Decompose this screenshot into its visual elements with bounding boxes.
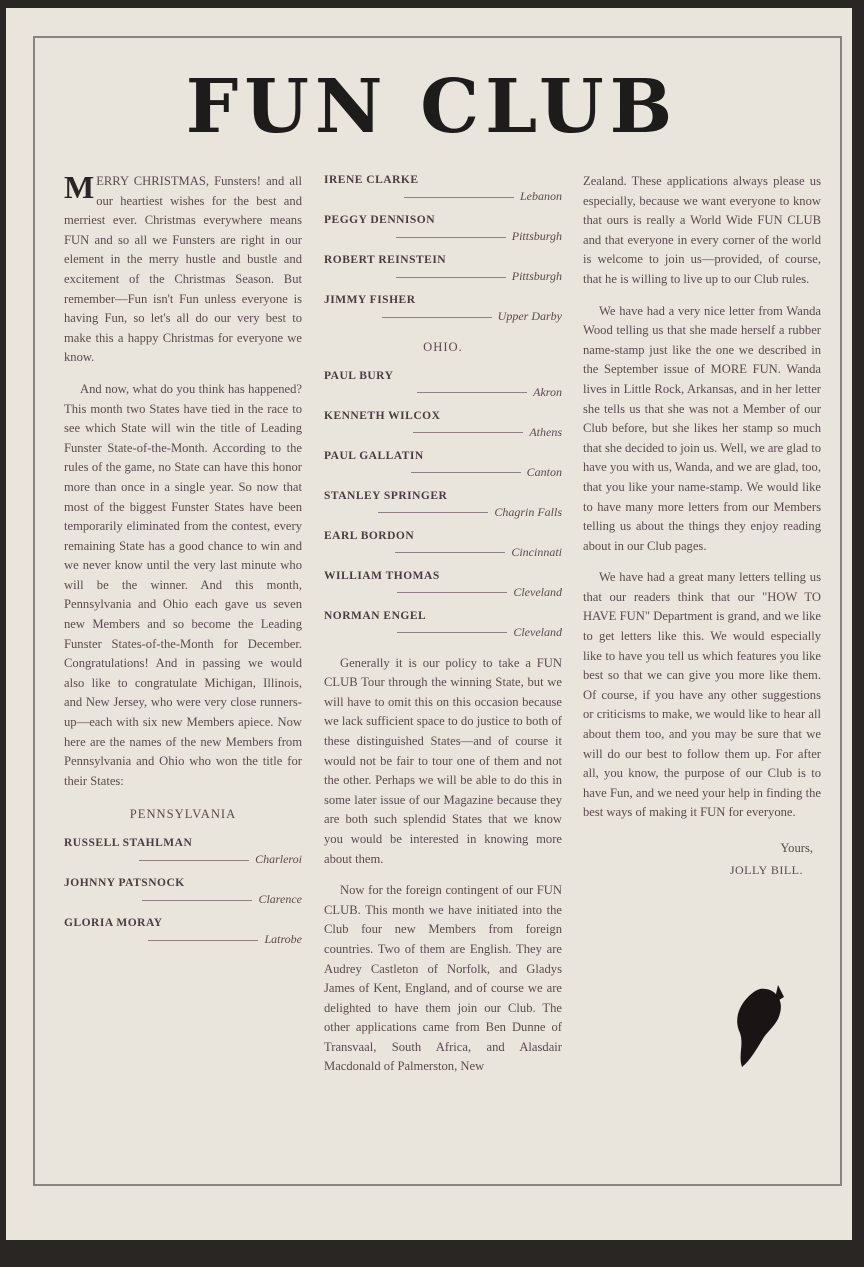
page-title: FUN CLUB [185, 64, 679, 150]
column-1 [64, 169, 302, 955]
world-paragraph: Zealand. These applications always please us especially, because we want everyone to know that ours is really a World Wide FUN CLUB and that everyone in every corner of the world is welcome to join us—provided, of course, that he is willing to live up to our Club rules. [583, 174, 821, 286]
member-name: PEGGY DENNISON [324, 214, 436, 226]
member-town: Cleveland [324, 624, 562, 640]
member-town: Athens [324, 424, 562, 440]
member-name: WILLIAM THOMAS [324, 569, 440, 582]
feedback-paragraph: We have had a great many letters telling us that our readers think that our "HOW TO HAVE FUN" Department is grand, and we like to get letters like this. We would especially like to have you tell us which features you like best so that we can give you more like them. Of course, if you have any other suggestions or criticisms to make, we would like to hear all about them too, and you may be sure that we will do our best to follow them up. For after all, you know, the purpose of our Club is to have Fun, and we need your help in finding the best ways of making it FUN for everyone. [583, 570, 821, 820]
state-heading-ohio: OHIO. [423, 340, 463, 354]
member-name: JIMMY FISHER [324, 294, 416, 306]
member-town: Cincinnati [324, 544, 562, 560]
member-name: KENNETH WILCOX [324, 409, 441, 422]
member-name: RUSSELL STAHLMAN [64, 837, 193, 849]
intro-paragraph [64, 169, 302, 368]
member-entry [324, 292, 562, 324]
member-name: IRENE CLARKE [324, 174, 419, 186]
column-3 [583, 172, 821, 881]
state-heading-pennsylvania: PENNSYLVANIA [129, 807, 237, 822]
member-town: Latrobe [64, 931, 302, 947]
member-town: Akron [324, 384, 562, 400]
signature-name: JOLLY BILL. [729, 863, 803, 877]
member-name: GLORIA MORAY [64, 917, 163, 929]
member-name: JOHNNY PATSNOCK [64, 877, 185, 889]
member-name: STANLEY SPRINGER [324, 489, 448, 502]
member-entry [324, 408, 562, 440]
member-town: Pittsburgh [324, 268, 562, 284]
contest-paragraph: And now, what do you think has happened? This month two States have tied in the race to see which State will win the title of Leading Funster State-of-the-Month. According to the rules of the game, no State can have this honor more than once in a single year. So now that most of the biggest Funster States have been temporarily eliminated from the contest, every remaining State has a good chance to win and we never know until the very last minute who will be the winner. And this month, Pennsylvania and Ohio each gave us seven new Members and so become the Leading Funster States-of-the-Month for December. Congratulations! And in passing we would also like to congratulate Michigan, Illinois, and New Jersey, who were very close runners-up—each with six new Members apiece. Now here are the names of the new Members from Pennsylvania and Ohio who won the title for their States: [64, 381, 302, 788]
drop-cap: M [64, 169, 95, 205]
member-entry [324, 368, 562, 400]
member-name: EARL BORDON [324, 529, 415, 542]
member-town: Chagrin Falls [324, 504, 562, 520]
member-name: NORMAN ENGEL [324, 609, 427, 622]
signoff: Yours, [780, 841, 813, 855]
member-town: Canton [324, 464, 562, 480]
member-town: Upper Darby [324, 308, 562, 324]
member-name: ROBERT REINSTEIN [324, 254, 447, 266]
member-entry [324, 568, 562, 600]
member-entry [324, 528, 562, 560]
column-2 [324, 172, 562, 1089]
member-entry [324, 212, 562, 244]
member-entry [324, 252, 562, 284]
intro-text: ERRY CHRISTMAS, Funsters! and all our heartiest wishes for the best and merriest ever. Christmas everywhere means FUN and so all we Funsters are right in our element in the merry hustle and bustle and excitement of the Christmas Season. But remember—Fun isn't Fun unless everyone is having Fun, so let's all do our very best to make this a happy Christmas for everyone we know. [64, 174, 302, 365]
member-town: Cleveland [324, 584, 562, 600]
letter-paragraph: We have had a very nice letter from Wanda Wood telling us that she made herself a rubber name-stamp just like the one we described in the September issue of MORE FUN. Wanda lives in Little Rock, Arkansas, and in her letter she tells us that she was not a Member of our Club before, but she likes her stamp so much that she decided to join us. Well, we are glad to have you with us, Wanda, and we are glad, too, that you like your name-stamp. We would like to have many more letters from our Members telling us about the things they enjoy reading about in our Club pages. [583, 303, 821, 553]
member-town: Lebanon [324, 188, 562, 204]
member-name: PAUL GALLATIN [324, 449, 424, 462]
member-name: PAUL BURY [324, 369, 394, 382]
member-entry [324, 448, 562, 480]
tour-paragraph: Generally it is our policy to take a FUN CLUB Tour through the winning State, but we will have to omit this on this occasion because we lack sufficient space to do justice to both of these distinguished States—and of course it would not be fair to tour one of them and not the other. Perhaps we will be able to do this in some later issue of our Magazine because they are both such splendid States that we know you would be interested in knowing more about them. [324, 655, 562, 866]
member-entry [324, 172, 562, 204]
member-town: Charleroi [64, 851, 302, 867]
member-entry [64, 915, 302, 947]
member-entry [324, 608, 562, 640]
member-entry [64, 875, 302, 907]
member-town: Clarence [64, 891, 302, 907]
foreign-paragraph: Now for the foreign contingent of our FUN CLUB. This month we have initiated into the Club four new Members from foreign countries. Two of them are English. They are Audrey Castleton of Norfolk, and Gladys James of Kent, England, and of course we are delighted to have them join our Club. The other applications came from Ben Dunne of Transvaal, South Africa, and Alasdair Macdonald of Palmerston, New [324, 883, 562, 1074]
member-entry [324, 488, 562, 520]
member-town: Pittsburgh [324, 228, 562, 244]
ink-blot [730, 985, 788, 1070]
member-entry [64, 835, 302, 867]
